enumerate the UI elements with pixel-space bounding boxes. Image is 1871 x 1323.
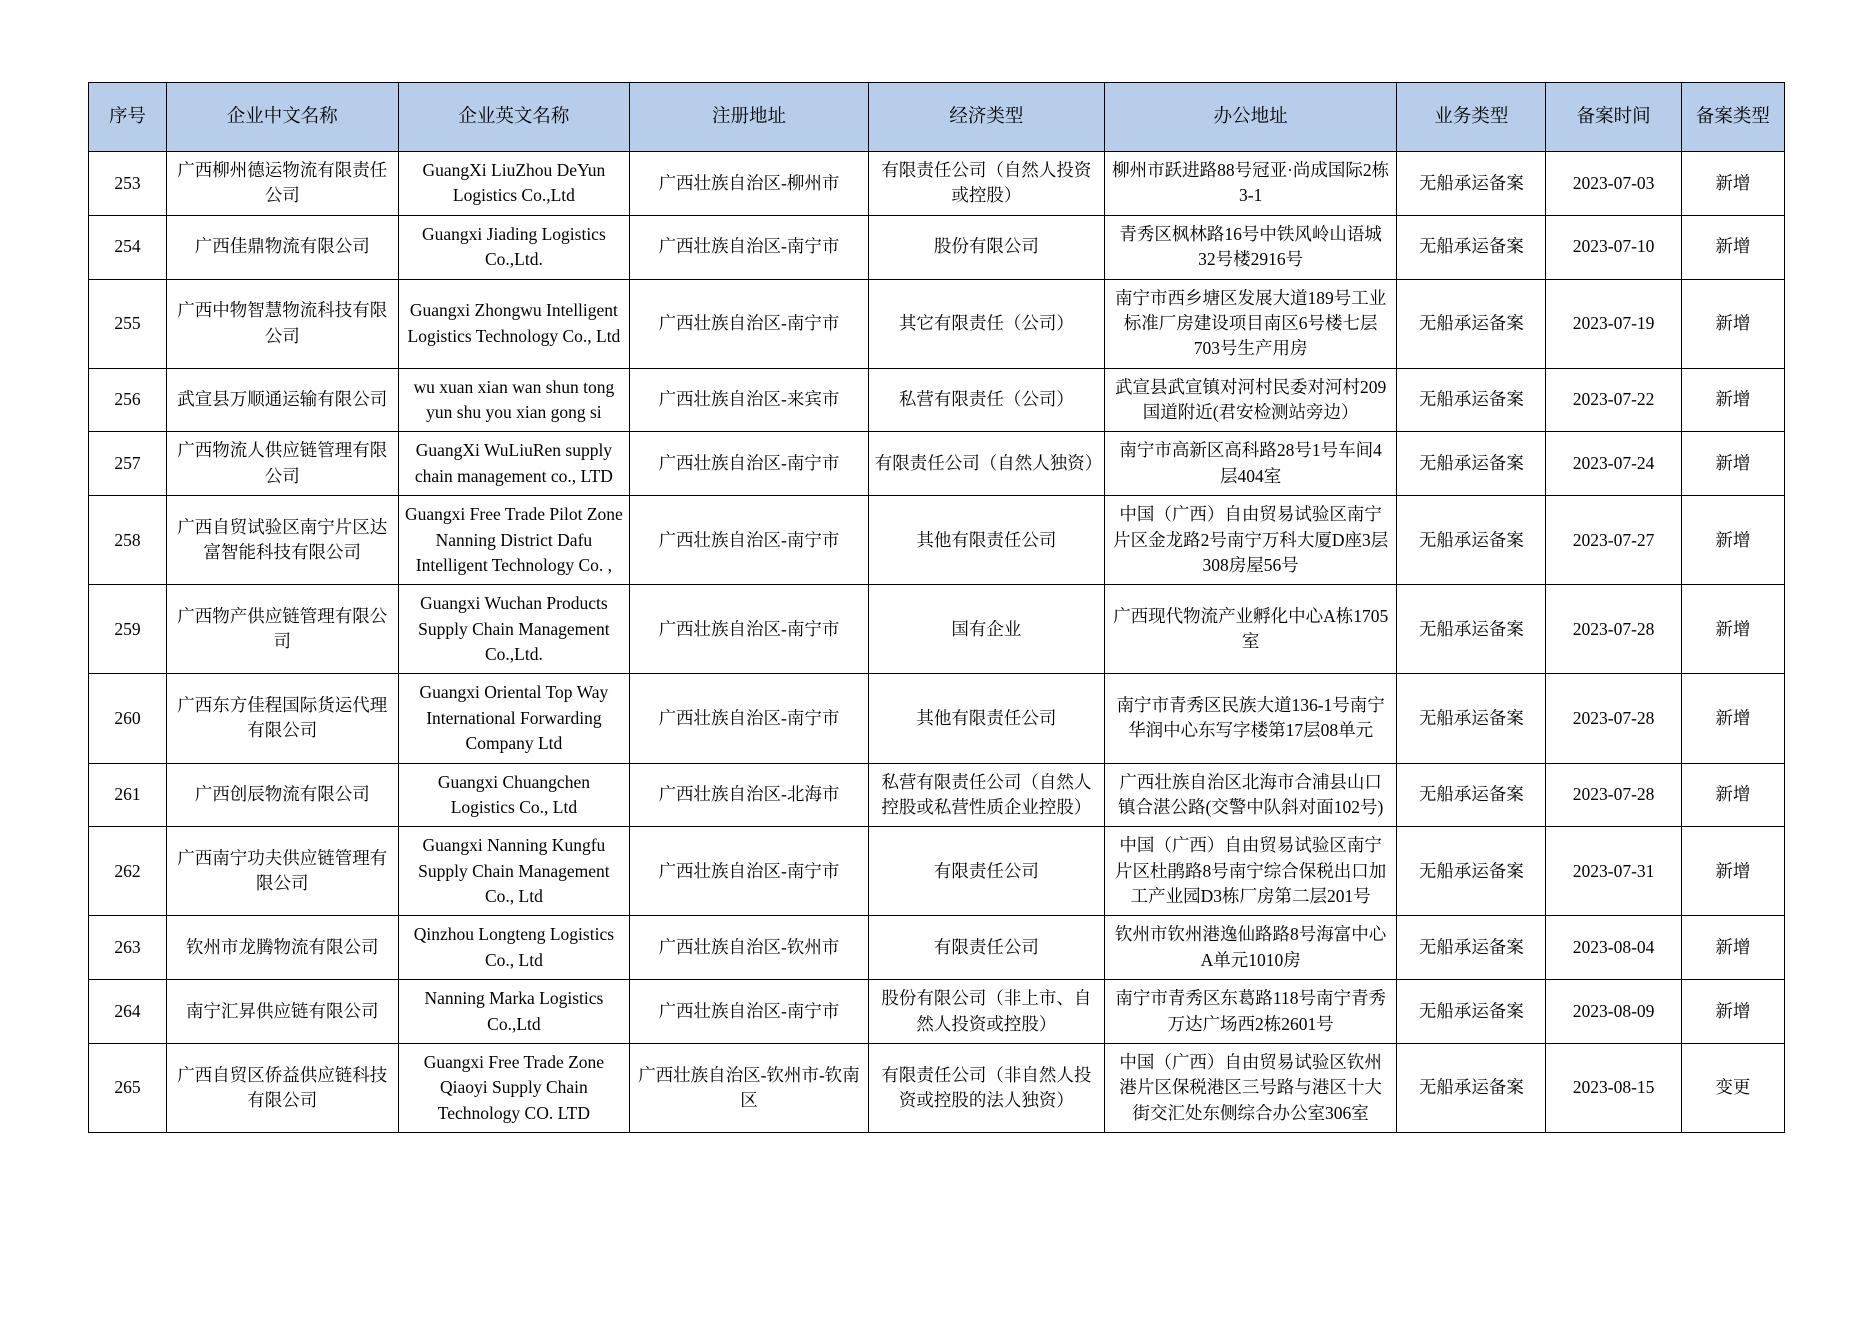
- cell-office-address: 武宣县武宣镇对河村民委对河村209国道附近(君安检测站旁边）: [1104, 368, 1396, 432]
- cell-reg-address: 广西壮族自治区-北海市: [630, 763, 869, 827]
- column-header-filing-date: 备案时间: [1546, 83, 1681, 152]
- cell-office-address: 广西壮族自治区北海市合浦县山口镇合湛公路(交警中队斜对面102号): [1104, 763, 1396, 827]
- cell-reg-address: 广西壮族自治区-钦州市: [630, 916, 869, 980]
- cell-name-en: Qinzhou Longteng Logistics Co., Ltd: [398, 916, 630, 980]
- cell-filing-type: 新增: [1681, 585, 1784, 674]
- cell-name-cn: 广西柳州德运物流有限责任公司: [166, 152, 398, 216]
- cell-economy-type: 有限责任公司: [868, 827, 1104, 916]
- cell-economy-type: 股份有限公司（非上市、自然人投资或控股）: [868, 980, 1104, 1044]
- cell-economy-type: 其他有限责任公司: [868, 496, 1104, 585]
- cell-name-cn: 广西物产供应链管理有限公司: [166, 585, 398, 674]
- cell-economy-type: 有限责任公司（自然人独资）: [868, 432, 1104, 496]
- cell-filing-date: 2023-07-24: [1546, 432, 1681, 496]
- cell-index: 262: [89, 827, 167, 916]
- table-row: [89, 827, 1785, 916]
- cell-filing-type: 变更: [1681, 1043, 1784, 1132]
- cell-reg-address: 广西壮族自治区-南宁市: [630, 496, 869, 585]
- cell-economy-type: 私营有限责任（公司）: [868, 368, 1104, 432]
- cell-name-cn: 广西东方佳程国际货运代理有限公司: [166, 674, 398, 763]
- cell-index: 255: [89, 279, 167, 368]
- cell-office-address: 中国（广西）自由贸易试验区南宁片区金龙路2号南宁万科大厦D座3层308房屋56号: [1104, 496, 1396, 585]
- cell-name-cn: 钦州市龙腾物流有限公司: [166, 916, 398, 980]
- cell-reg-address: 广西壮族自治区-来宾市: [630, 368, 869, 432]
- column-header-index: 序号: [89, 83, 167, 152]
- cell-economy-type: 有限责任公司（自然人投资或控股）: [868, 152, 1104, 216]
- table-row: [89, 432, 1785, 496]
- cell-reg-address: 广西壮族自治区-南宁市: [630, 980, 869, 1044]
- cell-office-address: 广西现代物流产业孵化中心A栋1705室: [1104, 585, 1396, 674]
- cell-economy-type: 其他有限责任公司: [868, 674, 1104, 763]
- cell-name-cn: 广西自贸试验区南宁片区达富智能科技有限公司: [166, 496, 398, 585]
- cell-filing-type: 新增: [1681, 368, 1784, 432]
- cell-filing-type: 新增: [1681, 674, 1784, 763]
- cell-business-type: 无船承运备案: [1397, 585, 1546, 674]
- cell-reg-address: 广西壮族自治区-南宁市: [630, 827, 869, 916]
- cell-filing-type: 新增: [1681, 980, 1784, 1044]
- cell-name-cn: 广西物流人供应链管理有限公司: [166, 432, 398, 496]
- cell-business-type: 无船承运备案: [1397, 980, 1546, 1044]
- column-header-economy-type: 经济类型: [868, 83, 1104, 152]
- table-body: [89, 152, 1785, 1133]
- cell-name-cn: 南宁汇昇供应链有限公司: [166, 980, 398, 1044]
- cell-index: 261: [89, 763, 167, 827]
- cell-name-en: Guangxi Chuangchen Logistics Co., Ltd: [398, 763, 630, 827]
- cell-name-cn: 广西中物智慧物流科技有限公司: [166, 279, 398, 368]
- cell-name-en: Guangxi Oriental Top Way International Forwarding Company Ltd: [398, 674, 630, 763]
- cell-index: 256: [89, 368, 167, 432]
- cell-office-address: 中国（广西）自由贸易试验区南宁片区杜鹃路8号南宁综合保税出口加工产业园D3栋厂房第二层201号: [1104, 827, 1396, 916]
- cell-business-type: 无船承运备案: [1397, 1043, 1546, 1132]
- cell-index: 263: [89, 916, 167, 980]
- cell-filing-date: 2023-08-15: [1546, 1043, 1681, 1132]
- cell-name-en: Guangxi Free Trade Zone Qiaoyi Supply Chain Technology CO. LTD: [398, 1043, 630, 1132]
- cell-name-en: GuangXi LiuZhou DeYun Logistics Co.,Ltd: [398, 152, 630, 216]
- cell-reg-address: 广西壮族自治区-南宁市: [630, 432, 869, 496]
- cell-filing-type: 新增: [1681, 496, 1784, 585]
- cell-office-address: 南宁市青秀区民族大道136-1号南宁华润中心东写字楼第17层08单元: [1104, 674, 1396, 763]
- table-header-row: [89, 83, 1785, 152]
- cell-name-en: Guangxi Nanning Kungfu Supply Chain Management Co., Ltd: [398, 827, 630, 916]
- cell-reg-address: 广西壮族自治区-南宁市: [630, 674, 869, 763]
- cell-name-en: GuangXi WuLiuRen supply chain management co., LTD: [398, 432, 630, 496]
- cell-business-type: 无船承运备案: [1397, 916, 1546, 980]
- cell-reg-address: 广西壮族自治区-南宁市: [630, 585, 869, 674]
- cell-index: 259: [89, 585, 167, 674]
- cell-filing-type: 新增: [1681, 279, 1784, 368]
- column-header-filing-type: 备案类型: [1681, 83, 1784, 152]
- cell-filing-date: 2023-07-03: [1546, 152, 1681, 216]
- cell-name-cn: 广西南宁功夫供应链管理有限公司: [166, 827, 398, 916]
- cell-office-address: 柳州市跃进路88号冠亚·尚成国际2栋3-1: [1104, 152, 1396, 216]
- table-row: [89, 980, 1785, 1044]
- cell-filing-date: 2023-07-10: [1546, 215, 1681, 279]
- column-header-name-cn: 企业中文名称: [166, 83, 398, 152]
- column-header-name-en: 企业英文名称: [398, 83, 630, 152]
- cell-office-address: 青秀区枫林路16号中铁风岭山语城32号楼2916号: [1104, 215, 1396, 279]
- cell-filing-type: 新增: [1681, 827, 1784, 916]
- cell-office-address: 钦州市钦州港逸仙路路8号海富中心A单元1010房: [1104, 916, 1396, 980]
- cell-name-en: Guangxi Zhongwu Intelligent Logistics Technology Co., Ltd: [398, 279, 630, 368]
- table-row: [89, 1043, 1785, 1132]
- cell-office-address: 南宁市西乡塘区发展大道189号工业标准厂房建设项目南区6号楼七层703号生产用房: [1104, 279, 1396, 368]
- cell-reg-address: 广西壮族自治区-南宁市: [630, 215, 869, 279]
- cell-economy-type: 国有企业: [868, 585, 1104, 674]
- cell-name-en: Guangxi Wuchan Products Supply Chain Management Co.,Ltd.: [398, 585, 630, 674]
- cell-business-type: 无船承运备案: [1397, 496, 1546, 585]
- table-row: [89, 215, 1785, 279]
- cell-name-en: Guangxi Jiading Logistics Co.,Ltd.: [398, 215, 630, 279]
- filing-records-table: [88, 82, 1785, 1133]
- cell-index: 265: [89, 1043, 167, 1132]
- cell-office-address: 南宁市高新区高科路28号1号车间4层404室: [1104, 432, 1396, 496]
- cell-business-type: 无船承运备案: [1397, 279, 1546, 368]
- cell-name-en: Guangxi Free Trade Pilot Zone Nanning District Dafu Intelligent Technology Co. ,: [398, 496, 630, 585]
- cell-economy-type: 股份有限公司: [868, 215, 1104, 279]
- cell-filing-type: 新增: [1681, 916, 1784, 980]
- cell-index: 264: [89, 980, 167, 1044]
- table-header: [89, 83, 1785, 152]
- cell-business-type: 无船承运备案: [1397, 763, 1546, 827]
- table-row: [89, 496, 1785, 585]
- cell-name-cn: 广西自贸区侨益供应链科技有限公司: [166, 1043, 398, 1132]
- table-row: [89, 279, 1785, 368]
- cell-filing-date: 2023-07-28: [1546, 674, 1681, 763]
- cell-reg-address: 广西壮族自治区-南宁市: [630, 279, 869, 368]
- table-row: [89, 763, 1785, 827]
- cell-reg-address: 广西壮族自治区-柳州市: [630, 152, 869, 216]
- cell-filing-date: 2023-08-04: [1546, 916, 1681, 980]
- cell-business-type: 无船承运备案: [1397, 674, 1546, 763]
- column-header-office-address: 办公地址: [1104, 83, 1396, 152]
- table-row: [89, 585, 1785, 674]
- table-row: [89, 368, 1785, 432]
- cell-filing-type: 新增: [1681, 763, 1784, 827]
- cell-index: 258: [89, 496, 167, 585]
- cell-business-type: 无船承运备案: [1397, 432, 1546, 496]
- cell-name-cn: 广西佳鼎物流有限公司: [166, 215, 398, 279]
- cell-filing-date: 2023-08-09: [1546, 980, 1681, 1044]
- cell-name-cn: 武宣县万顺通运输有限公司: [166, 368, 398, 432]
- cell-reg-address: 广西壮族自治区-钦州市-钦南区: [630, 1043, 869, 1132]
- cell-business-type: 无船承运备案: [1397, 215, 1546, 279]
- cell-name-en: wu xuan xian wan shun tong yun shu you xian gong si: [398, 368, 630, 432]
- cell-economy-type: 其它有限责任（公司）: [868, 279, 1104, 368]
- cell-filing-date: 2023-07-27: [1546, 496, 1681, 585]
- cell-name-en: Nanning Marka Logistics Co.,Ltd: [398, 980, 630, 1044]
- column-header-reg-address: 注册地址: [630, 83, 869, 152]
- cell-business-type: 无船承运备案: [1397, 827, 1546, 916]
- cell-index: 257: [89, 432, 167, 496]
- cell-index: 260: [89, 674, 167, 763]
- cell-economy-type: 有限责任公司: [868, 916, 1104, 980]
- cell-filing-date: 2023-07-22: [1546, 368, 1681, 432]
- table-row: [89, 152, 1785, 216]
- cell-name-cn: 广西创辰物流有限公司: [166, 763, 398, 827]
- cell-office-address: 南宁市青秀区东葛路118号南宁青秀万达广场西2栋2601号: [1104, 980, 1396, 1044]
- cell-filing-type: 新增: [1681, 215, 1784, 279]
- cell-economy-type: 私营有限责任公司（自然人控股或私营性质企业控股）: [868, 763, 1104, 827]
- column-header-business-type: 业务类型: [1397, 83, 1546, 152]
- cell-filing-date: 2023-07-19: [1546, 279, 1681, 368]
- cell-filing-type: 新增: [1681, 432, 1784, 496]
- cell-index: 253: [89, 152, 167, 216]
- cell-business-type: 无船承运备案: [1397, 152, 1546, 216]
- cell-economy-type: 有限责任公司（非自然人投资或控股的法人独资）: [868, 1043, 1104, 1132]
- cell-office-address: 中国（广西）自由贸易试验区钦州港片区保税港区三号路与港区十大街交汇处东侧综合办公室306室: [1104, 1043, 1396, 1132]
- cell-filing-date: 2023-07-31: [1546, 827, 1681, 916]
- cell-filing-date: 2023-07-28: [1546, 585, 1681, 674]
- cell-business-type: 无船承运备案: [1397, 368, 1546, 432]
- table-row: [89, 674, 1785, 763]
- cell-filing-type: 新增: [1681, 152, 1784, 216]
- cell-filing-date: 2023-07-28: [1546, 763, 1681, 827]
- table-row: [89, 916, 1785, 980]
- cell-index: 254: [89, 215, 167, 279]
